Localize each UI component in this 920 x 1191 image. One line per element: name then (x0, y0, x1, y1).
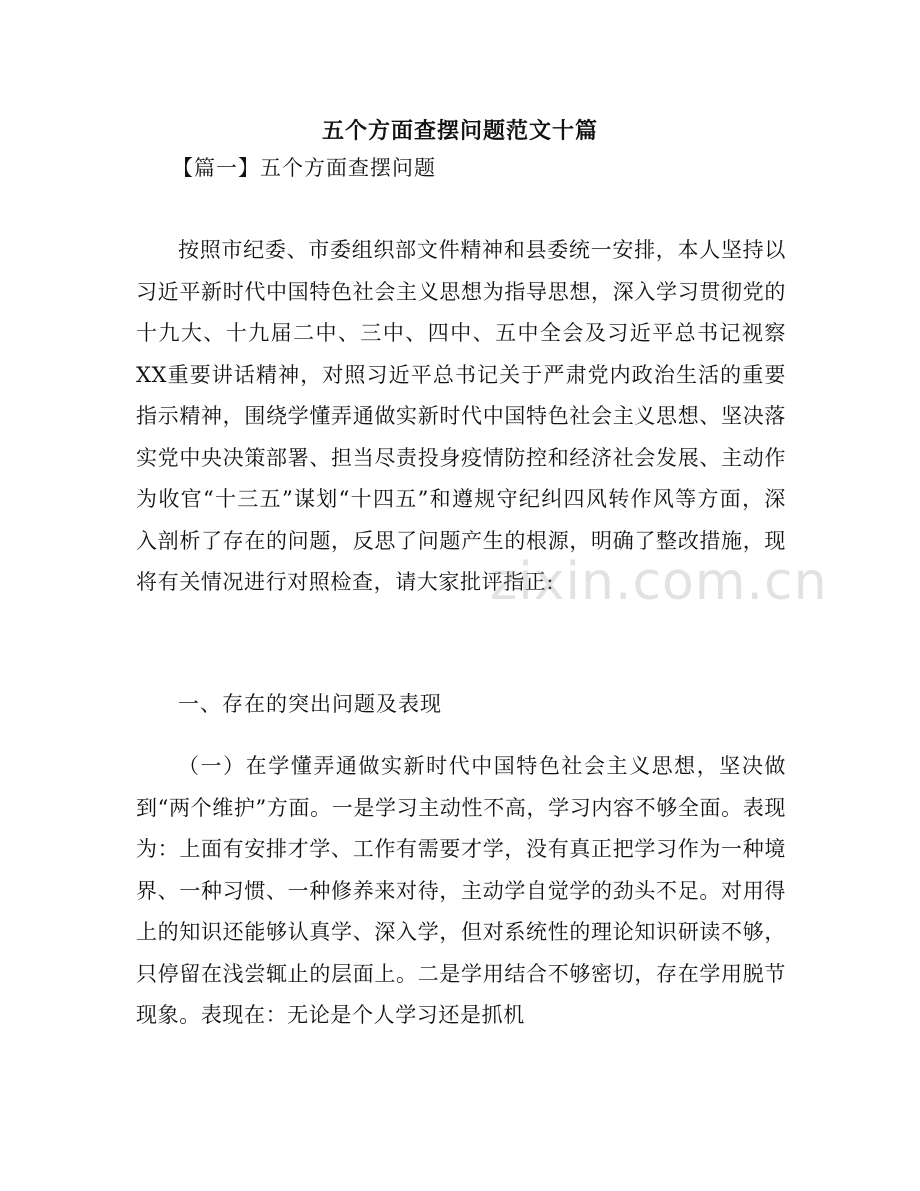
subheading: 一、存在的突出问题及表现 (178, 692, 442, 716)
section-heading: 【篇一】五个方面查摆问题 (172, 156, 436, 180)
document-title: 五个方面查摆问题范文十篇 (321, 119, 598, 144)
watermark: zixin.com.cn (490, 552, 828, 612)
body-paragraph: （一）在学懂弄通做实新时代中国特色社会主义思想，坚决做到“两个维护”方面。一是学习主动性不高，学习内容不够全面。表现为：上面有安排才学、工作有需要才学，没有真正把学习作为一种境界、一种习惯、一种修养来对待，主动学自觉学的劲头不足。对用得上的知识还能够认真学、深入学，但对系统性的理论知识研读不够，只停留在浅尝辄止的层面上。二是学用结合不够密切，存在学用脱节现象。表现在：无论是个人学习还是抓机 (136, 754, 786, 1027)
body-paragraph: 按照市纪委、市委组织部文件精神和县委统一安排，本人坚持以习近平新时代中国特色社会主义思想为指导思想，深入学习贯彻党的十九大、十九届二中、三中、四中、五中全会及习近平总书记视察XX重要讲话精神，对照习近平总书记关于严肃党内政治生活的重要指示精神，围绕学懂弄通做实新时代中国特色社会主义思想、坚决落实党中央决策部署、担当尽责投身疫情防控和经济社会发展、主动作为收官“十三五”谋划“十四五”和遵规守纪纠四风转作风等方面，深入剖析了存在的问题，反思了问题产生的根源，明确了整改措施，现将有关情况进行对照检查，请大家批评指正: (136, 238, 786, 594)
